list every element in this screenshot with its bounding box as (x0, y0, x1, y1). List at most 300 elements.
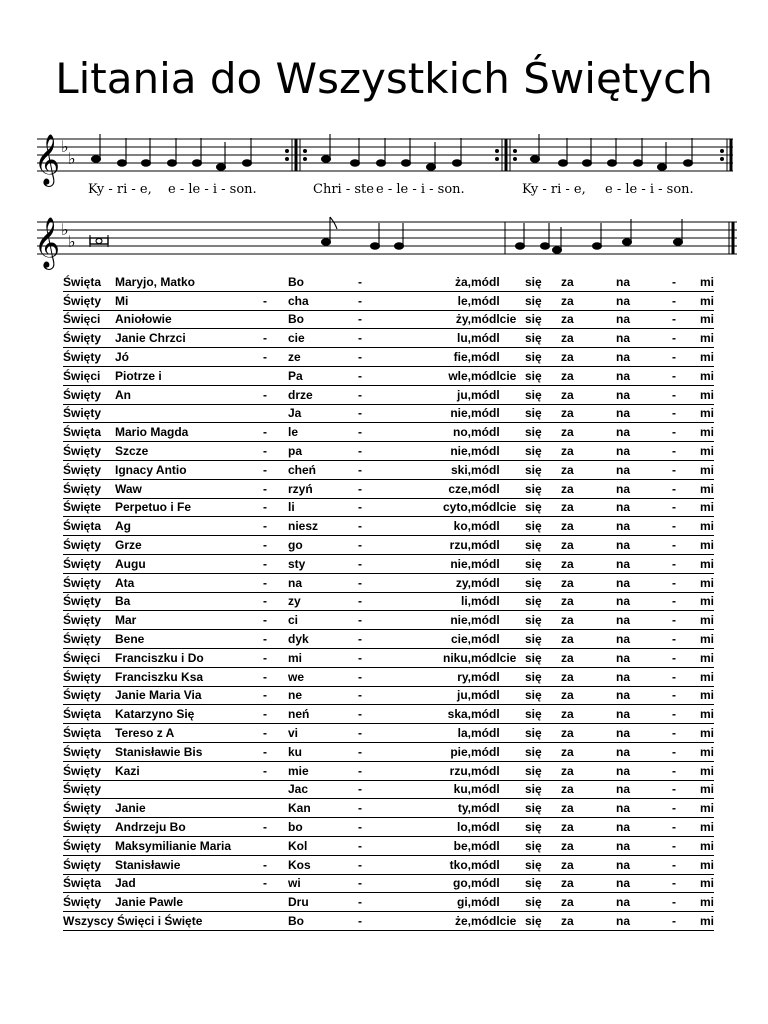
response-word: się (525, 423, 561, 442)
litany-row (63, 573, 714, 592)
response-verb: módl (471, 291, 525, 310)
response-word: za (561, 385, 616, 404)
invocation-saint: Święty (63, 460, 115, 479)
syllable-hyphen: - (358, 818, 386, 837)
response-word: się (525, 479, 561, 498)
invocation-name: Franciszku i Do (115, 648, 263, 667)
syllable-end: wle, (386, 366, 471, 385)
response-verb: módl (471, 780, 525, 799)
response-word: za (561, 536, 616, 555)
syllable-hyphen: - (358, 554, 386, 573)
response-word: się (525, 705, 561, 724)
response-word: za (561, 517, 616, 536)
syllable-hyphen: - (358, 442, 386, 461)
invocation-name: Grze (115, 536, 263, 555)
syllable-hyphen: - (263, 592, 288, 611)
response-word: na (616, 310, 646, 329)
invocation-saint: Święte (63, 498, 115, 517)
response-word: na (616, 385, 646, 404)
litany-row (63, 686, 714, 705)
response-word: za (561, 780, 616, 799)
response-verb: módl (471, 592, 525, 611)
litany-table (63, 273, 714, 931)
syllable-end: ju, (386, 686, 471, 705)
syllable: Kan (288, 799, 358, 818)
syllable-hyphen: - (263, 423, 288, 442)
syllable-hyphen (263, 273, 288, 291)
invocation-name: Aniołowie (115, 310, 263, 329)
response-word: mi (676, 667, 714, 686)
syllable-hyphen: - (358, 780, 386, 799)
response-word: mi (676, 630, 714, 649)
response-word: się (525, 329, 561, 348)
response-hyphen: - (646, 648, 676, 667)
syllable-hyphen (263, 912, 288, 931)
syllable: Pa (288, 366, 358, 385)
syllable-hyphen: - (263, 724, 288, 743)
response-verb: módl (471, 517, 525, 536)
invocation-saint: Wszyscy Święci i Święte (63, 912, 263, 931)
response-word: na (616, 498, 646, 517)
syllable-hyphen: - (263, 573, 288, 592)
invocation-name: Ag (115, 517, 263, 536)
litany-row (63, 705, 714, 724)
syllable-end: cze, (386, 479, 471, 498)
response-word: na (616, 912, 646, 931)
response-word: na (616, 742, 646, 761)
response-word: za (561, 705, 616, 724)
page-title: Litania do Wszystkich Świętych (55, 54, 713, 103)
invocation-name: An (115, 385, 263, 404)
response-word: na (616, 855, 646, 874)
syllable: neń (288, 705, 358, 724)
syllable-end: tko, (386, 855, 471, 874)
response-word: za (561, 874, 616, 893)
response-hyphen: - (646, 836, 676, 855)
response-word: na (616, 648, 646, 667)
syllable-hyphen: - (358, 366, 386, 385)
syllable-hyphen: - (358, 329, 386, 348)
syllable-hyphen: - (358, 686, 386, 705)
response-word: na (616, 404, 646, 423)
response-hyphen: - (646, 592, 676, 611)
syllable-end: pie, (386, 742, 471, 761)
syllable-hyphen: - (358, 912, 386, 931)
response-word: na (616, 836, 646, 855)
syllable-end: la, (386, 724, 471, 743)
syllable-hyphen: - (358, 667, 386, 686)
invocation-saint: Święty (63, 686, 115, 705)
response-word: się (525, 611, 561, 630)
response-word: się (525, 348, 561, 367)
response-hyphen: - (646, 423, 676, 442)
response-verb: módl (471, 536, 525, 555)
response-hyphen: - (646, 517, 676, 536)
invocation-name: Szcze (115, 442, 263, 461)
syllable: pa (288, 442, 358, 461)
invocation-name: Janie Pawle (115, 893, 263, 912)
syllable-hyphen: - (358, 385, 386, 404)
invocation-saint: Święty (63, 442, 115, 461)
response-verb: módl (471, 348, 525, 367)
response-word: za (561, 479, 616, 498)
syllable-hyphen (263, 836, 288, 855)
response-word: się (525, 912, 561, 931)
lyric-kyrie-1: Ky - ri - e, (88, 182, 152, 197)
invocation-name: Mi (115, 291, 263, 310)
invocation-saint: Święty (63, 554, 115, 573)
syllable-end: niku, (386, 648, 471, 667)
response-hyphen: - (646, 912, 676, 931)
response-verb: módl (471, 273, 525, 291)
response-word: na (616, 366, 646, 385)
invocation-saint: Święty (63, 291, 115, 310)
invocation-saint: Święty (63, 348, 115, 367)
invocation-name: Ata (115, 573, 263, 592)
syllable: Bo (288, 310, 358, 329)
response-verb: módl (471, 705, 525, 724)
syllable-hyphen: - (358, 291, 386, 310)
syllable: Bo (288, 273, 358, 291)
syllable-end: go, (386, 874, 471, 893)
response-word: się (525, 836, 561, 855)
litany-row (63, 912, 714, 931)
syllable-hyphen (263, 404, 288, 423)
syllable-hyphen: - (358, 648, 386, 667)
response-verb: módl (471, 329, 525, 348)
response-word: mi (676, 799, 714, 818)
response-verb: módl (471, 404, 525, 423)
response-word: za (561, 498, 616, 517)
response-verb: módl (471, 761, 525, 780)
litany-row (63, 273, 714, 291)
invocation-name: Ignacy Antio (115, 460, 263, 479)
invocation-saint: Święty (63, 855, 115, 874)
response-word: mi (676, 912, 714, 931)
response-word: mi (676, 648, 714, 667)
syllable: ne (288, 686, 358, 705)
response-word: się (525, 724, 561, 743)
litany-row (63, 517, 714, 536)
syllable-hyphen (263, 799, 288, 818)
response-word: na (616, 536, 646, 555)
response-hyphen: - (646, 818, 676, 837)
syllable-hyphen: - (263, 460, 288, 479)
treble-clef-icon: 𝄞 (34, 217, 61, 268)
response-word: na (616, 329, 646, 348)
response-word: za (561, 329, 616, 348)
syllable-hyphen: - (263, 686, 288, 705)
lyric-eleison-3: e - le - i - son. (605, 182, 694, 197)
response-word: się (525, 385, 561, 404)
syllable-hyphen: - (358, 705, 386, 724)
invocation-name: Ba (115, 592, 263, 611)
syllable: Kos (288, 855, 358, 874)
litany-row (63, 404, 714, 423)
syllable: go (288, 536, 358, 555)
syllable: wi (288, 874, 358, 893)
response-hyphen: - (646, 630, 676, 649)
response-word: się (525, 573, 561, 592)
response-word: mi (676, 479, 714, 498)
response-word: mi (676, 705, 714, 724)
response-word: za (561, 592, 616, 611)
response-hyphen: - (646, 385, 676, 404)
response-verb: módl (471, 874, 525, 893)
response-word: się (525, 366, 561, 385)
syllable-hyphen: - (263, 630, 288, 649)
invocation-saint: Święty (63, 536, 115, 555)
response-word: za (561, 686, 616, 705)
litany-row (63, 329, 714, 348)
invocation-name: Augu (115, 554, 263, 573)
response-word: za (561, 573, 616, 592)
response-word: się (525, 554, 561, 573)
response-verb: módl (471, 836, 525, 855)
response-word: mi (676, 366, 714, 385)
invocation-name: Maryjo, Matko (115, 273, 263, 291)
syllable-hyphen: - (358, 630, 386, 649)
response-word: mi (676, 329, 714, 348)
syllable: cha (288, 291, 358, 310)
syllable: ci (288, 611, 358, 630)
syllable-end: li, (386, 592, 471, 611)
lyric-eleison-1: e - le - i - son. (168, 182, 257, 197)
syllable: sty (288, 554, 358, 573)
invocation-saint: Święty (63, 611, 115, 630)
syllable-hyphen: - (358, 573, 386, 592)
music-notation (0, 128, 768, 278)
syllable-end: ty, (386, 799, 471, 818)
response-word: na (616, 517, 646, 536)
response-word: na (616, 724, 646, 743)
response-verb: módlcie (471, 498, 525, 517)
response-word: się (525, 442, 561, 461)
response-hyphen: - (646, 611, 676, 630)
syllable: rzyń (288, 479, 358, 498)
response-word: mi (676, 423, 714, 442)
invocation-name: Tereso z A (115, 724, 263, 743)
syllable-hyphen (263, 366, 288, 385)
syllable-hyphen (263, 780, 288, 799)
response-word: za (561, 761, 616, 780)
syllable-end: ski, (386, 460, 471, 479)
response-word: mi (676, 536, 714, 555)
lyric-eleison-2: e - le - i - son. (376, 182, 465, 197)
syllable-end: no, (386, 423, 471, 442)
invocation-saint: Święci (63, 310, 115, 329)
syllable-hyphen: - (263, 855, 288, 874)
litany-row (63, 724, 714, 743)
response-word: na (616, 761, 646, 780)
syllable-hyphen: - (263, 761, 288, 780)
syllable-hyphen: - (263, 874, 288, 893)
syllable-end: ża, (386, 273, 471, 291)
invocation-saint: Święty (63, 893, 115, 912)
invocation-saint: Święta (63, 517, 115, 536)
invocation-saint: Święty (63, 329, 115, 348)
response-word: za (561, 648, 616, 667)
syllable-end: ska, (386, 705, 471, 724)
response-word: mi (676, 818, 714, 837)
syllable-hyphen: - (358, 348, 386, 367)
response-verb: módl (471, 893, 525, 912)
syllable: drze (288, 385, 358, 404)
response-verb: módl (471, 479, 525, 498)
response-word: mi (676, 780, 714, 799)
response-hyphen: - (646, 291, 676, 310)
response-word: za (561, 912, 616, 931)
invocation-name: Kazi (115, 761, 263, 780)
response-word: mi (676, 385, 714, 404)
litany-row (63, 385, 714, 404)
syllable-hyphen (263, 310, 288, 329)
syllable-hyphen: - (358, 404, 386, 423)
syllable-end: lo, (386, 818, 471, 837)
response-hyphen: - (646, 348, 676, 367)
response-hyphen: - (646, 273, 676, 291)
response-verb: módlcie (471, 912, 525, 931)
response-hyphen: - (646, 705, 676, 724)
syllable-hyphen: - (358, 310, 386, 329)
response-word: na (616, 818, 646, 837)
syllable-hyphen: - (263, 818, 288, 837)
response-verb: módl (471, 667, 525, 686)
response-word: na (616, 273, 646, 291)
response-word: za (561, 893, 616, 912)
invocation-name: Mar (115, 611, 263, 630)
response-word: mi (676, 761, 714, 780)
invocation-saint: Święty (63, 799, 115, 818)
litany-row (63, 818, 714, 837)
syllable-hyphen: - (358, 592, 386, 611)
invocation-saint: Święty (63, 761, 115, 780)
flat-icon: ♭ (61, 137, 69, 156)
staff-2 (37, 222, 737, 254)
response-word: mi (676, 874, 714, 893)
invocation-name: Waw (115, 479, 263, 498)
invocation-name (115, 780, 263, 799)
response-word: się (525, 498, 561, 517)
response-hyphen: - (646, 573, 676, 592)
syllable-end: rzu, (386, 761, 471, 780)
response-word: mi (676, 611, 714, 630)
syllable-end: cie, (386, 630, 471, 649)
response-word: mi (676, 592, 714, 611)
response-hyphen: - (646, 761, 676, 780)
response-word: się (525, 404, 561, 423)
syllable-hyphen: - (263, 554, 288, 573)
syllable-hyphen: - (358, 611, 386, 630)
syllable-hyphen: - (263, 517, 288, 536)
response-word: za (561, 855, 616, 874)
response-word: za (561, 291, 616, 310)
syllable: mi (288, 648, 358, 667)
response-word: mi (676, 517, 714, 536)
syllable-end: że, (386, 912, 471, 931)
response-verb: módl (471, 799, 525, 818)
invocation-name: Janie Chrzci (115, 329, 263, 348)
response-hyphen: - (646, 724, 676, 743)
syllable: we (288, 667, 358, 686)
syllable-end: fie, (386, 348, 471, 367)
response-word: się (525, 761, 561, 780)
response-verb: módl (471, 460, 525, 479)
response-word: się (525, 686, 561, 705)
invocation-name: Piotrze i (115, 366, 263, 385)
response-hyphen: - (646, 404, 676, 423)
response-hyphen: - (646, 460, 676, 479)
syllable-end: gi, (386, 893, 471, 912)
invocation-saint: Święty (63, 780, 115, 799)
response-word: się (525, 273, 561, 291)
syllable-hyphen: - (358, 742, 386, 761)
invocation-saint: Święci (63, 366, 115, 385)
response-hyphen: - (646, 799, 676, 818)
response-verb: módl (471, 385, 525, 404)
response-word: za (561, 799, 616, 818)
syllable-hyphen: - (358, 423, 386, 442)
response-hyphen: - (646, 667, 676, 686)
invocation-saint: Święty (63, 742, 115, 761)
syllable: ku (288, 742, 358, 761)
response-word: na (616, 442, 646, 461)
litany-row (63, 836, 714, 855)
response-word: mi (676, 836, 714, 855)
response-word: na (616, 705, 646, 724)
litany-row (63, 479, 714, 498)
response-hyphen: - (646, 536, 676, 555)
response-word: się (525, 874, 561, 893)
response-word: się (525, 536, 561, 555)
response-hyphen: - (646, 366, 676, 385)
syllable: dyk (288, 630, 358, 649)
response-word: mi (676, 291, 714, 310)
response-word: się (525, 592, 561, 611)
response-hyphen: - (646, 686, 676, 705)
syllable-end: ry, (386, 667, 471, 686)
syllable-hyphen: - (358, 517, 386, 536)
response-verb: módl (471, 686, 525, 705)
syllable-hyphen: - (263, 536, 288, 555)
response-word: za (561, 442, 616, 461)
syllable-hyphen: - (358, 498, 386, 517)
invocation-saint: Święty (63, 836, 115, 855)
syllable-end: ko, (386, 517, 471, 536)
syllable: li (288, 498, 358, 517)
syllable-hyphen: - (358, 874, 386, 893)
syllable-hyphen: - (263, 479, 288, 498)
syllable-end: cyto, (386, 498, 471, 517)
response-verb: módl (471, 423, 525, 442)
response-word: na (616, 893, 646, 912)
response-verb: módl (471, 630, 525, 649)
syllable: cie (288, 329, 358, 348)
litany-table-body (63, 273, 714, 930)
response-verb: módl (471, 818, 525, 837)
response-word: się (525, 780, 561, 799)
invocation-name: Stanisławie (115, 855, 263, 874)
response-word: za (561, 836, 616, 855)
syllable-end: ży, (386, 310, 471, 329)
litany-row (63, 648, 714, 667)
response-word: za (561, 348, 616, 367)
response-word: się (525, 893, 561, 912)
litany-row (63, 366, 714, 385)
invocation-name (115, 404, 263, 423)
syllable: Bo (288, 912, 358, 931)
invocation-name: Katarzyno Się (115, 705, 263, 724)
